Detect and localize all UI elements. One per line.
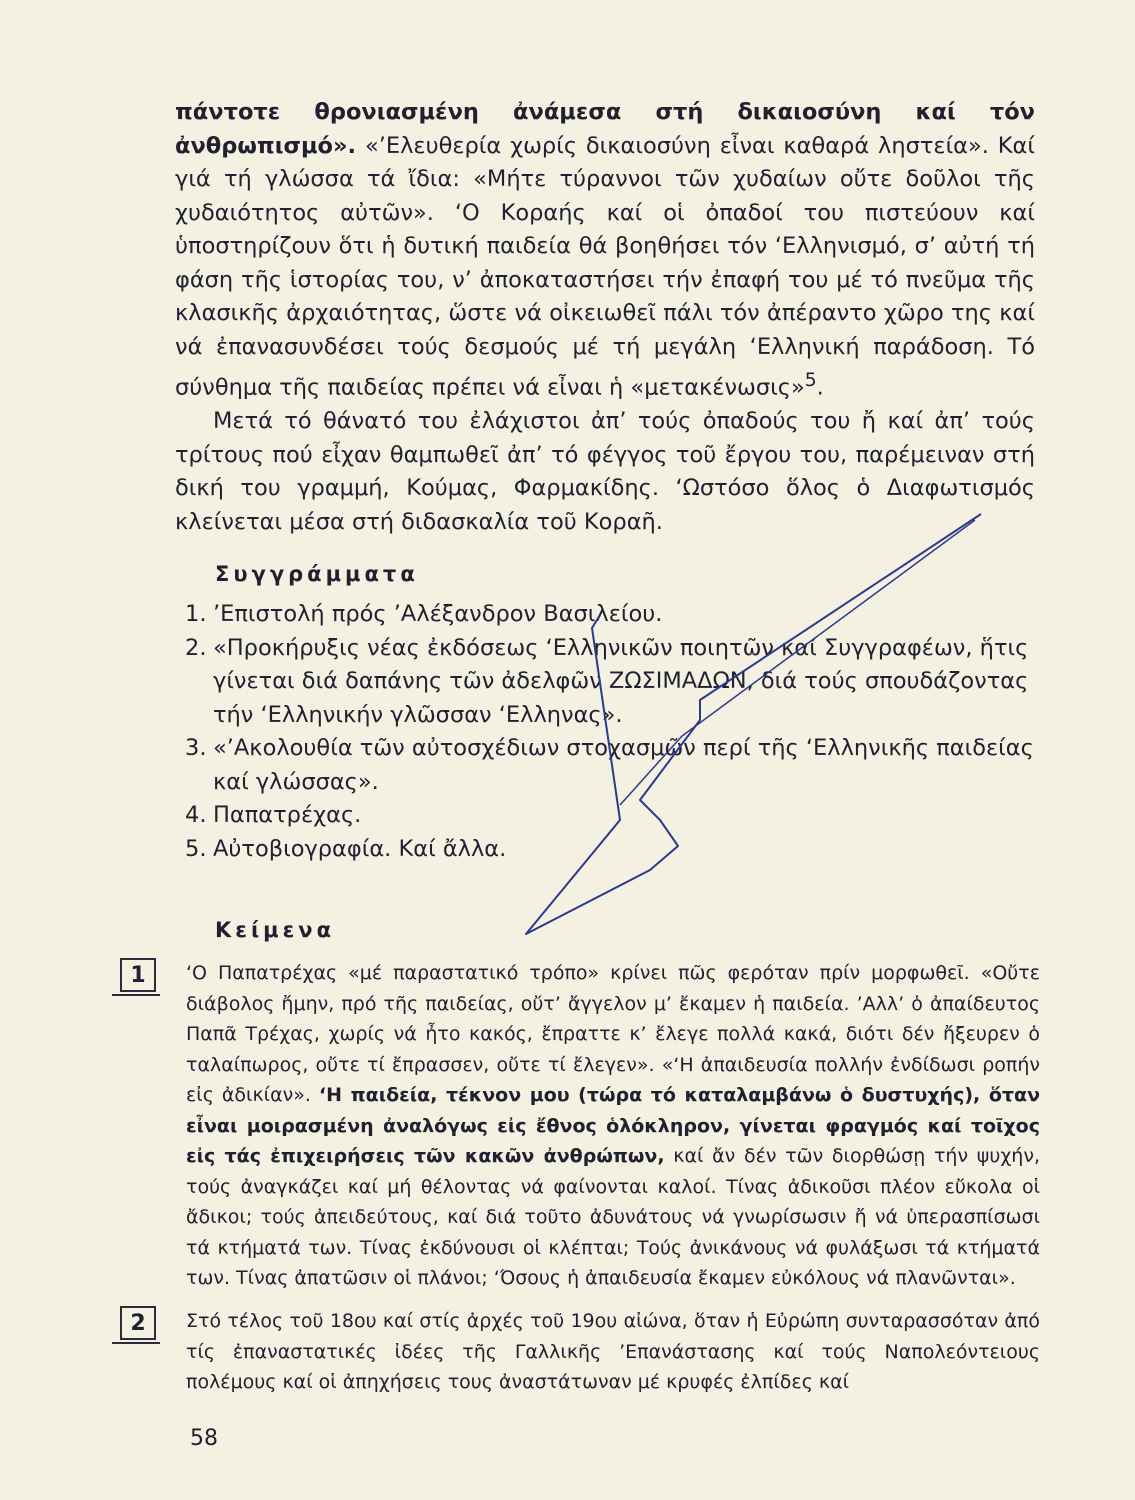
page-number: 58 xyxy=(190,1426,218,1451)
intro-paragraph-2: Μετά τό θάνατό του ἐλάχιστοι ἀπ’ τούς ὀπαδούς του ἤ καί ἀπ’ τούς τρίτους πού εἶχαν θαμπωθεῖ ἀπ’ τό φέγγος τοῦ ἔργου του, παρέμειναν στή δική του γραμμή, Κούμας, Φαρμακίδης. ‘Ωστόσο ὅλος ὁ Διαφωτισμός κλείνεται μέσα στή διδασκαλία τοῦ Κοραῆ. xyxy=(175,408,1035,535)
passage-number-box: 1 xyxy=(120,958,156,992)
passage-1-text-start: ‘Ο Παπατρέχας «μέ παραστατικό τρόπο» κρίνει πῶς φερόταν πρίν μορφωθεῖ. «Οὔτε διάβολος ἤμην, πρό τῆς παιδείας, οὔτ’ ἄγγελον μ’ ἔκαμεν ἡ παιδεία. ’Αλλ’ ὁ ἀπαίδευτος Παπᾶ Τρέχας, χωρίς νά ἦτο κακός, ἔπραττε κ’ ἔλεγε πολλά κακά, διότι δέν ἤξευρεν ὁ ταλαίπωρος, οὔτε τί ἔπρασσεν, οὔτε τί ἔλεγεν». «‘Η ἀπαιδευσία πολλήν ἐνδίδωσι ροπήν εἰς ἀδικίαν». xyxy=(186,962,1040,1106)
works-item xyxy=(185,799,1045,833)
intro-paragraph-1-text: «’Ελευθερία χωρίς δικαιοσύνη εἶναι καθαρά ληστεία». Καί γιά τή γλώσσα τά ἴδια: «Μήτε τύραννοι τῶν χυδαίων οὔτε δοῦλοι τῆς χυδαιότητος αὐτῶν». ‘Ο Κοραής καί οἱ ὀπαδοί του πιστεύουν καί ὑποστηρίζουν ὅτι ἡ δυτική παιδεία θά βοηθήσει τόν ‘Ελληνισμό, σ’ αὐτή τή φάση τῆς ἱστορίας του, ν’ ἀποκαταστήσει τήν ἐπαφή του μέ τό πνεῦμα τῆς κλασικῆς ἀρχαιότητας, ὥστε νά οἰκειωθεῖ πάλι τόν ἀπέραντο χῶρο της καί νά ἐπανασυνδέσει τούς δεσμούς μέ τή μεγάλη ‘Ελληνική παράδοση. Τό σύνθημα τῆς παιδείας πρέπει νά εἶναι ἡ «μετακένωσις» xyxy=(175,132,1035,401)
works-item-text: ’Επιστολή πρός ’Αλέξανδρον Βασιλείου. xyxy=(213,601,663,627)
passage-1 xyxy=(120,958,1040,1294)
intro-lead-sentence: πάντοτε θρονιασμένη ἀνάμεσα στή δικαιοσύνη καί τόν ἀνθρωπισμό». xyxy=(175,99,1035,159)
works-item xyxy=(185,833,1045,867)
passage-2-text: Στό τέλος τοῦ 18ου καί στίς ἀρχές τοῦ 19ου αἰώνα, ὅταν ἡ Εὐρώπη συνταρασσόταν ἀπό τίς ἐπαναστατικές ἰδέες τῆς Γαλλικῆς ’Επανάστασης καί τούς Ναπολεόντειους πολέμους καί οἱ ἀπηχήσεις τους ἀναστάτωναν μέ κρυφές ἐλπίδες καί xyxy=(186,1310,1040,1393)
passage-1-bold-text: ‘Η παιδεία, τέκνον μου (τώρα τό καταλαμβάνω ὁ δυστυχής), ὅταν εἶναι μοιρασμένη ἀναλόγως εἰς ἔθνος ὁλόκληρον, γίνεται φραγμός καί τοῖχος εἰς τάς ἐπιχειρήσεις τῶν κακῶν ἀνθρώπων, xyxy=(186,1084,1041,1167)
texts-heading: Κείμενα xyxy=(215,918,336,942)
works-item xyxy=(185,732,1045,799)
works-item-text: Αὐτοβιογραφία. Καί ἄλλα. xyxy=(213,835,507,862)
intro-paragraph-1 xyxy=(175,96,1035,405)
works-item-number: 5. xyxy=(185,835,207,862)
intro-period: . xyxy=(816,374,824,401)
works-item-number: 1. xyxy=(185,601,207,627)
works-item-number: 2. xyxy=(185,634,207,661)
footnote-marker: 5 xyxy=(804,370,817,391)
works-item-number: 3. xyxy=(185,735,207,761)
works-item-text: «’Ακολουθία τῶν αὐτοσχέδιων στοχασμῶν περί τῆς ‘Ελληνικῆς παιδείας καί γλώσσας». xyxy=(213,735,1034,795)
passage-2 xyxy=(120,1306,1040,1398)
works-item-text: «Προκήρυξις νέας ἐκδόσεως ‘Ελληνικῶν ποιητῶν καί Συγγραφέων, ἥτις γίνεται διά δαπάνης τῶν ἀδελφῶν ΖΩΣΙΜΑΔΩΝ, διά τούς σπουδάζοντας τήν ‘Ελληνικήν γλῶσσαν ‘Ελληνας». xyxy=(213,634,1029,728)
works-list xyxy=(185,598,1045,866)
works-item-text: Παπατρέχας. xyxy=(213,802,362,828)
intro-section xyxy=(175,96,1035,539)
works-heading: Συγγράμματα xyxy=(215,562,419,586)
works-item-number: 4. xyxy=(185,802,207,828)
passage-1-text-end: καί ἄν δέν τῶν διορθώσῃ τήν ψυχήν, τούς ἀναγκάζει καί μή θέλοντας νά φαίνονται καλοί. Τίνας ἀδικοῦσι πλέον εὔκολα οἱ ἄδικοι; τούς ἀπειδεύτους, καί διά τοῦτο ἀδυνάτους νά γνωρίσωσιν ἤ νά ὑπερασπίσωσι τά κτήματά των. Τίνας ἐκδύνουσι οἱ κλέπται; Τούς ἀνικάνους νά φυλάξωσι τά κτήματά των. Τίνας ἀπατῶσιν οἱ πλάνοι; ‘Όσους ἡ ἀπαιδευσία ἔκαμεν εὐκόλους νά πλανῶνται». xyxy=(186,1145,1040,1289)
works-item xyxy=(185,598,1045,632)
works-item xyxy=(185,632,1045,733)
passage-number-box: 2 xyxy=(120,1306,156,1340)
passage-1-text xyxy=(186,958,1040,1294)
